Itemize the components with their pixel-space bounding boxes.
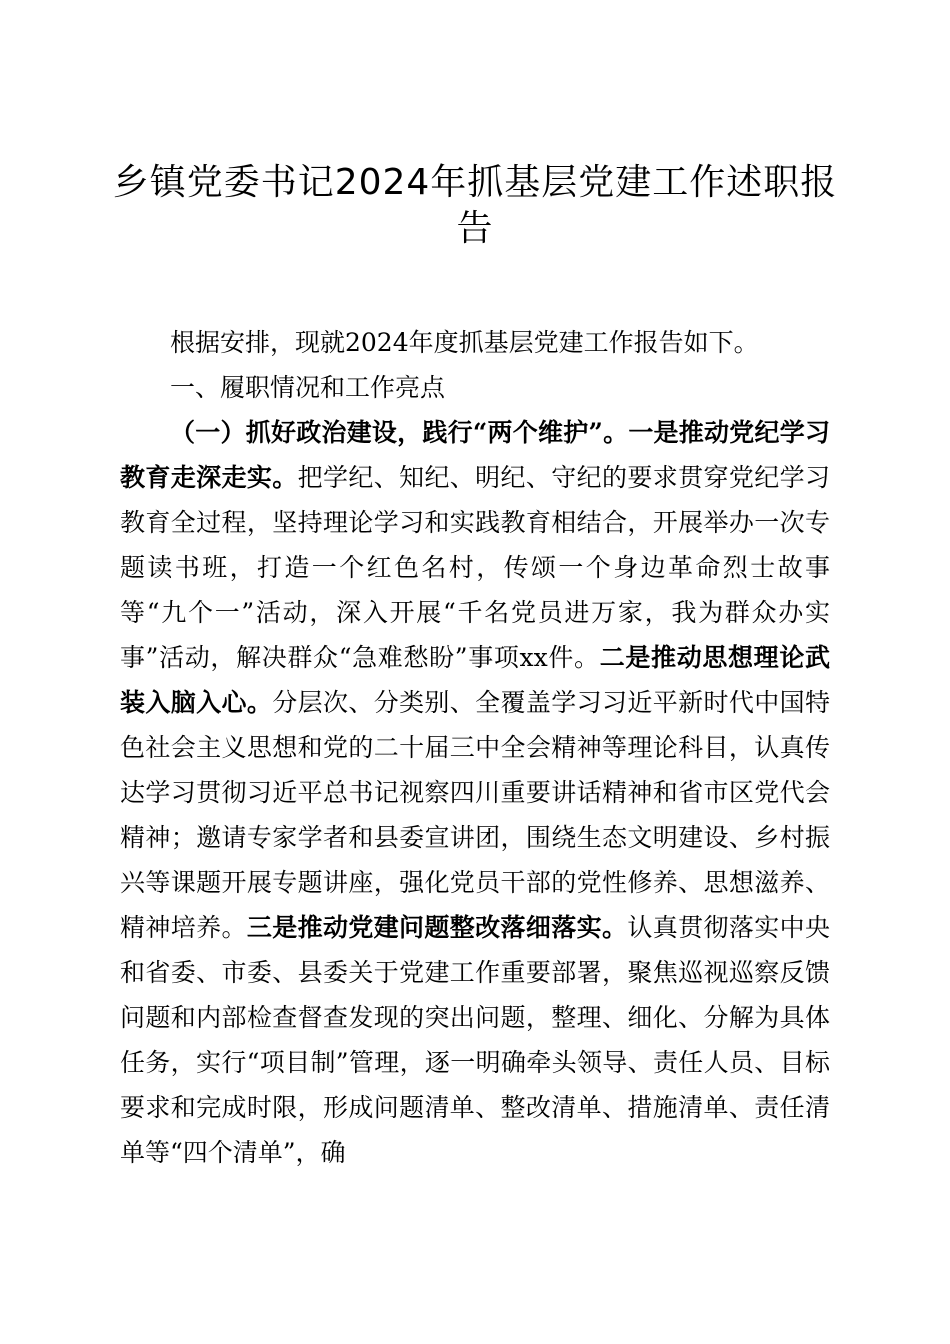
point-title: 二是推动思想理论武装入脑入心。 bbox=[120, 643, 830, 717]
paragraph-lead: （一）抓好政治建设，践行“两个维护”。 bbox=[170, 418, 629, 447]
document-title: 乡镇党委书记2024年抓基层党建工作述职报告 bbox=[112, 162, 838, 249]
point-text: 把学纪、知纪、明纪、守纪的要求贯穿党纪学习教育全过程，坚持理论学习和实践教育相结合，开展举办一次专题读书班，打造一个红色名村，传颂一个身边革命烈士故事等“九个一”活动，深入开展“千名党员进万家，我为群众办实事”活动，解决群众“急难愁盼”事项xx件。 bbox=[120, 463, 830, 672]
point-text: 分层次、分类别、全覆盖学习习近平新时代中国特色社会主义思想和党的二十届三中全会精神等理论科目，认真传达学习贯彻习近平总书记视察四川重要讲话精神和省市区党代会精神；邀请专家学者和县委宣讲团，围绕生态文明建设、乡村振兴等课题开展专题讲座，强化党员干部的党性修养、思想滋养、精神培养。 bbox=[120, 688, 830, 942]
body-paragraph bbox=[120, 410, 830, 1175]
point-text: 认真贯彻落实中央和省委、市委、县委关于党建工作重要部署，聚焦巡视巡察反馈问题和内部检查督查发现的突出问题，整理、细化、分解为具体任务，实行“项目制”管理，逐一明确牵头领导、责任人员、目标要求和完成时限，形成问题清单、整改清单、措施清单、责任清单等“四个清单”，确 bbox=[120, 913, 830, 1167]
point-title: 一是推动党纪学习教育走深走实。 bbox=[120, 418, 830, 492]
section-heading: 一、履职情况和工作亮点 bbox=[170, 373, 446, 402]
point-title: 三是推动党建问题整改落细落实。 bbox=[246, 913, 628, 942]
intro-paragraph: 根据安排，现就2024年度抓基层党建工作报告如下。 bbox=[170, 328, 759, 357]
document-body bbox=[120, 320, 830, 1175]
